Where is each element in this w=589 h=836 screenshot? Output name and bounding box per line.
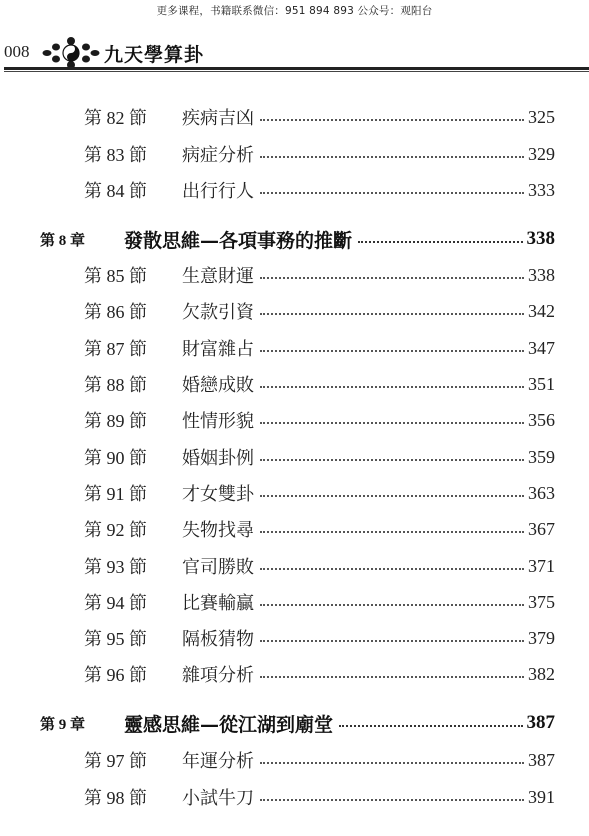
toc-section-row [0, 623, 589, 653]
dot-leader [260, 495, 524, 497]
taiji-lotus-icon [42, 36, 100, 70]
toc-section-row [0, 405, 589, 435]
section-number: 第 98 節 [84, 788, 147, 808]
toc-section-row [0, 369, 589, 399]
section-title: 才女雙卦 [182, 484, 254, 505]
section-number: 第 96 節 [84, 665, 147, 685]
dot-leader [260, 192, 524, 194]
section-number: 第 86 節 [84, 302, 147, 322]
dot-leader [260, 277, 524, 279]
toc-section-row [0, 551, 589, 581]
section-number: 第 97 節 [84, 751, 147, 771]
chapter-title: 發散思維—各項事務的推斷 [124, 229, 353, 252]
toc-chapter-row [0, 224, 589, 254]
page-ref: 333 [528, 179, 555, 200]
dot-leader [339, 725, 523, 727]
section-number: 第 84 節 [84, 181, 147, 201]
section-number: 第 85 節 [84, 266, 147, 286]
toc-section-row [0, 175, 589, 205]
page-number: 008 [4, 42, 30, 61]
page-ref: 359 [528, 446, 555, 467]
dot-leader [260, 799, 524, 801]
section-number: 第 92 節 [84, 520, 147, 540]
dot-leader [260, 640, 524, 642]
page-ref: 379 [528, 627, 555, 648]
page-ref: 338 [526, 228, 555, 249]
dot-leader [260, 762, 524, 764]
page-ref: 325 [528, 106, 555, 127]
page-ref: 329 [528, 143, 555, 164]
dot-leader [260, 676, 524, 678]
page-ref: 367 [528, 518, 555, 539]
page-ref: 391 [528, 786, 555, 807]
book-title: 九天學算卦 [104, 44, 205, 66]
section-title: 小試牛刀 [182, 788, 254, 809]
dot-leader [260, 156, 524, 158]
section-number: 第 90 節 [84, 448, 147, 468]
toc-section-row [0, 745, 589, 775]
section-title: 欠款引資 [182, 302, 254, 323]
page-ref: 342 [528, 300, 555, 321]
section-title: 婚戀成敗 [182, 375, 254, 396]
page-ref: 382 [528, 663, 555, 684]
dot-leader [260, 350, 524, 352]
page-ref: 371 [528, 555, 555, 576]
section-title: 年運分析 [182, 751, 254, 772]
toc-section-row [0, 333, 589, 363]
section-title: 疾病吉凶 [182, 108, 254, 129]
section-number: 第 93 節 [84, 557, 147, 577]
running-header [4, 36, 589, 76]
dot-leader [260, 531, 524, 533]
dot-leader [260, 386, 524, 388]
toc-section-row [0, 514, 589, 544]
section-title: 雜項分析 [182, 665, 254, 686]
chapter-number: 第 8 章 [40, 232, 86, 249]
section-title: 財富雜占 [182, 339, 254, 360]
section-number: 第 89 節 [84, 411, 147, 431]
toc-section-row [0, 442, 589, 472]
page-ref: 338 [528, 264, 555, 285]
page-ref: 351 [528, 373, 555, 394]
chapter-title: 靈感思維—從江湖到廟堂 [124, 713, 334, 736]
header-rule-thin [4, 71, 589, 72]
dot-leader [260, 119, 524, 121]
top-contact-note: 更多课程，书籍联系微信：951 894 893 公众号：观阳台 [156, 5, 433, 17]
dot-leader [260, 313, 524, 315]
toc-chapter-row [0, 708, 589, 738]
section-number: 第 91 節 [84, 484, 147, 504]
toc-section-row [0, 102, 589, 132]
dot-leader [358, 241, 523, 243]
section-title: 官司勝敗 [182, 557, 254, 578]
dot-leader [260, 422, 524, 424]
section-title: 出行行人 [182, 181, 254, 202]
page-ref: 363 [528, 482, 555, 503]
section-number: 第 94 節 [84, 593, 147, 613]
dot-leader [260, 568, 524, 570]
section-number: 第 87 節 [84, 339, 147, 359]
section-number: 第 88 節 [84, 375, 147, 395]
toc-section-row [0, 139, 589, 169]
page-ref: 347 [528, 337, 555, 358]
toc-section-row [0, 659, 589, 689]
section-number: 第 83 節 [84, 145, 147, 165]
toc-section-row [0, 587, 589, 617]
section-number: 第 95 節 [84, 629, 147, 649]
toc-section-row [0, 478, 589, 508]
page-ref: 387 [528, 749, 555, 770]
chapter-number: 第 9 章 [40, 716, 86, 733]
page-ref: 356 [528, 409, 555, 430]
toc-section-row [0, 782, 589, 812]
page-ref: 387 [526, 712, 555, 733]
section-title: 病症分析 [182, 145, 254, 166]
section-title: 婚姻卦例 [182, 448, 254, 469]
dot-leader [260, 604, 524, 606]
section-number: 第 82 節 [84, 108, 147, 128]
section-title: 比賽輸贏 [182, 593, 254, 614]
section-title: 失物找尋 [182, 520, 254, 541]
header-rule [4, 67, 589, 70]
page-ref: 375 [528, 591, 555, 612]
dot-leader [260, 459, 524, 461]
section-title: 生意財運 [182, 266, 254, 287]
section-title: 性情形貌 [182, 411, 254, 432]
toc-section-row [0, 296, 589, 326]
section-title: 隔板猜物 [182, 629, 254, 650]
toc-section-row [0, 260, 589, 290]
